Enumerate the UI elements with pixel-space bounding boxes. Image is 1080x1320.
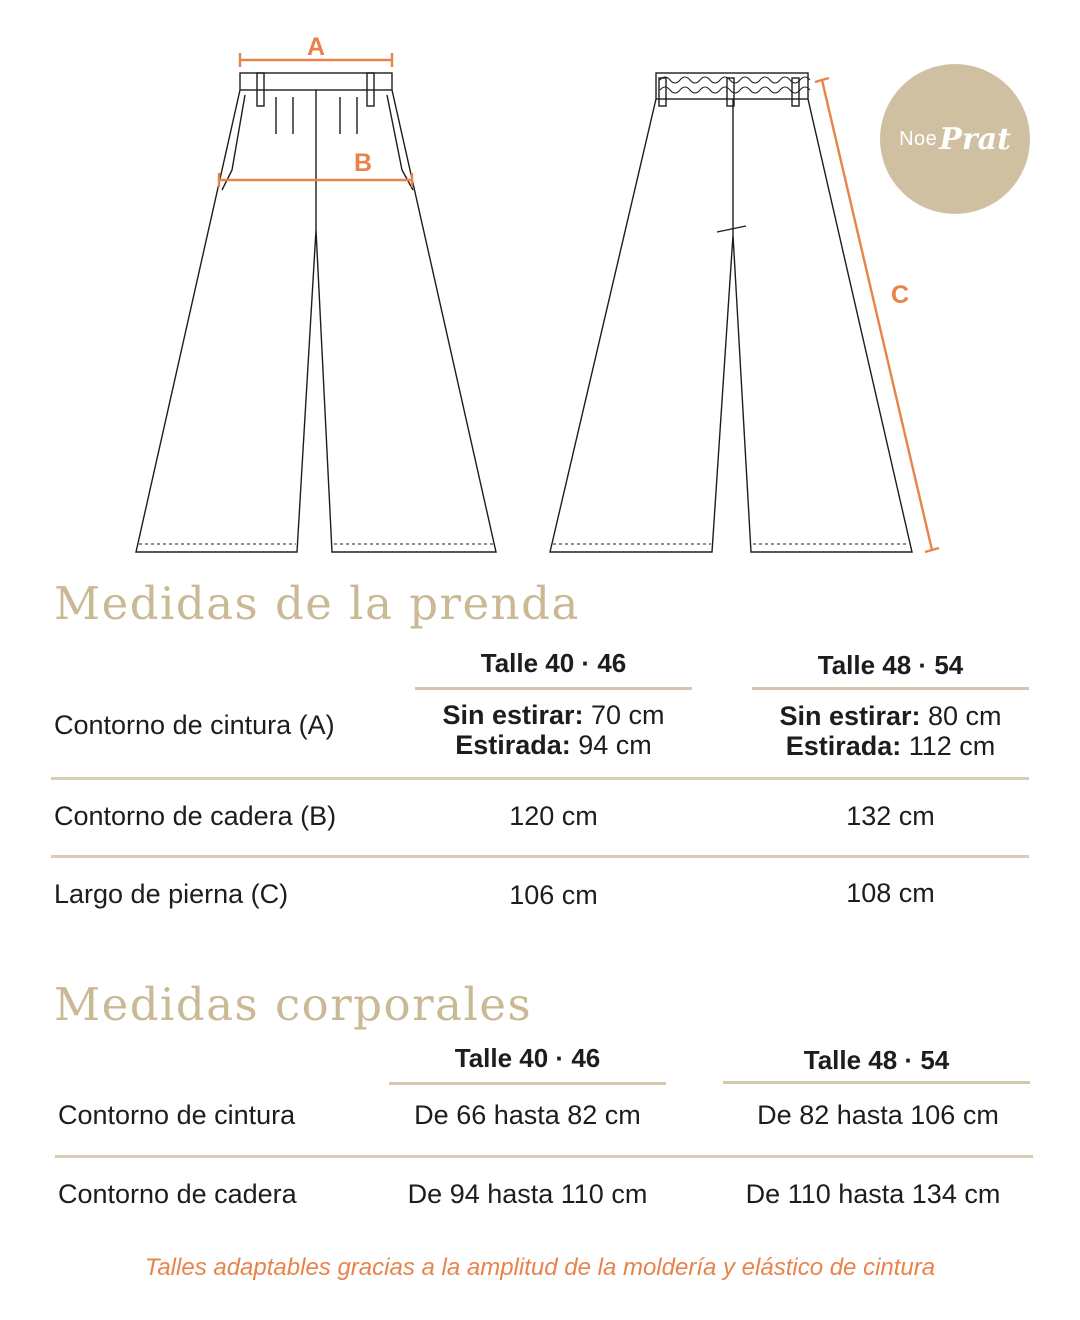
garment-col1-header: Talle 40 · 46: [480, 648, 627, 678]
footnote: Talles adaptables gracias a la amplitud de la moldería y elástico de cintura: [144, 1254, 936, 1281]
body-waist-size2: De 82 hasta 106 cm: [757, 1100, 999, 1130]
garment-leg-size2: 108 cm: [846, 878, 935, 908]
garment-hip-size2: 132 cm: [846, 801, 935, 831]
logo-text-noe: Noe: [899, 127, 938, 150]
garment-col2-divider: [752, 687, 1029, 690]
garment-waist-size1-stretched: Estirada: 94 cm: [455, 730, 652, 760]
body-section-title: Medidas corporales: [54, 978, 533, 1031]
garment-row-label-leg: Largo de pierna (C): [54, 879, 289, 909]
garment-waist-size1: [405, 700, 702, 760]
brand-logo: [880, 64, 1030, 214]
garment-section-title: Medidas de la prenda: [54, 577, 580, 630]
garment-leg-size1: 106 cm: [509, 880, 598, 910]
front-view-pants: [136, 73, 496, 552]
garment-waist-size2-stretched: Estirada: 112 cm: [785, 731, 996, 761]
body-col1-divider: [389, 1082, 666, 1085]
body-col1-header: Talle 40 · 46: [454, 1043, 601, 1073]
label-b: B: [353, 149, 373, 177]
garment-col1-divider: [415, 687, 692, 690]
garment-row-label-waist: Contorno de cintura (A): [54, 710, 335, 740]
body-col2-header: Talle 48 · 54: [803, 1045, 950, 1075]
back-view-pants: [550, 73, 912, 552]
garment-waist-size1-unstretched: Sin estirar: 70 cm: [442, 700, 665, 730]
garment-row-divider-2: [51, 855, 1029, 858]
body-hip-size1: De 94 hasta 110 cm: [407, 1179, 648, 1209]
garment-waist-size2-unstretched: Sin estirar: 80 cm: [779, 701, 1002, 731]
garment-hip-size1: 120 cm: [509, 801, 598, 831]
body-row-label-waist: Contorno de cintura: [58, 1100, 296, 1130]
body-waist-size1: De 66 hasta 82 cm: [414, 1100, 641, 1130]
body-hip-size2: De 110 hasta 134 cm: [745, 1179, 1001, 1209]
garment-col2-header: Talle 48 · 54: [817, 650, 964, 680]
garment-waist-size2: [742, 701, 1039, 761]
body-row-label-hip: Contorno de cadera: [58, 1179, 297, 1209]
logo-text-prat: Prat: [939, 121, 1011, 157]
garment-row-divider-1: [51, 777, 1029, 780]
garment-row-label-hip: Contorno de cadera (B): [54, 801, 337, 831]
body-row-divider-1: [55, 1155, 1033, 1158]
body-col2-divider: [723, 1081, 1030, 1084]
label-c: C: [890, 281, 910, 309]
label-a: A: [306, 33, 326, 61]
